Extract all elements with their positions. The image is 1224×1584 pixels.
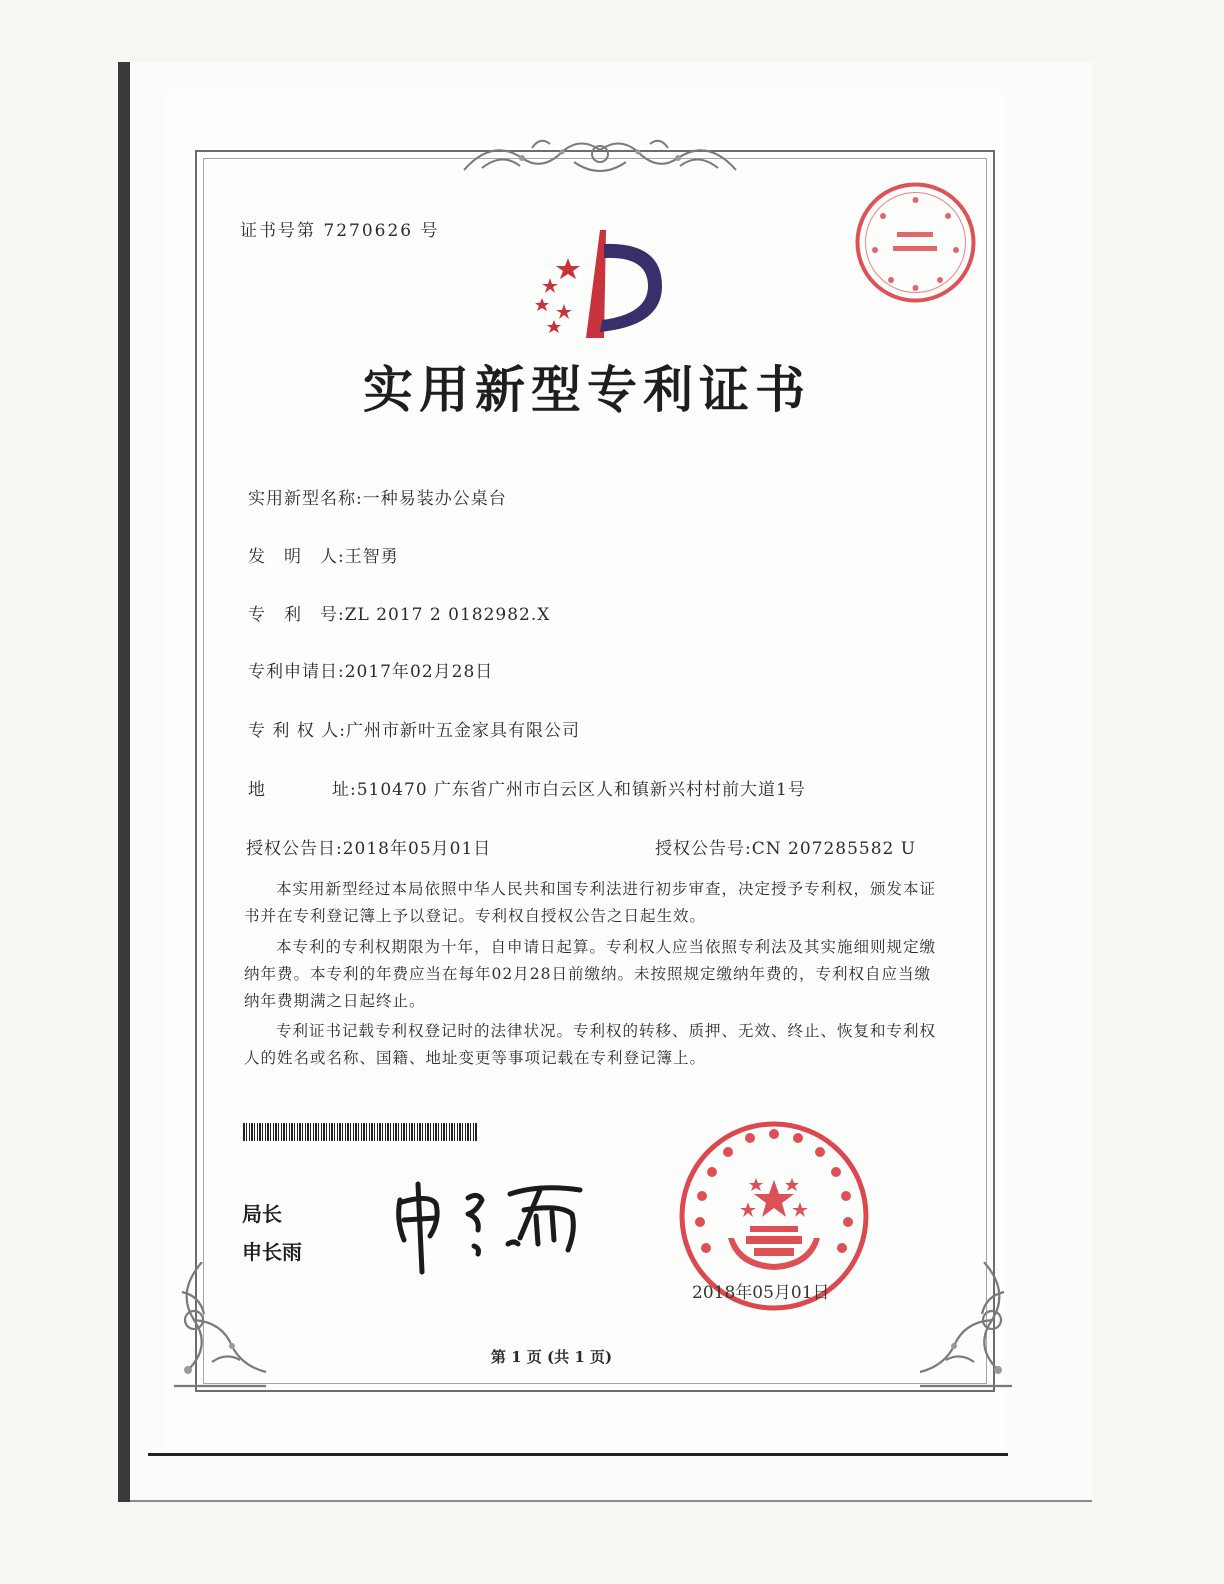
paper-bottom-edge (148, 1453, 1008, 1456)
scan-bottom-edge (130, 1500, 1092, 1502)
field-grant-number (655, 834, 916, 859)
field-patent-number-label: 专 利 号: (248, 605, 345, 625)
field-name-label: 实用新型名称: (248, 489, 363, 509)
certificate-number-suffix: 号 (420, 221, 440, 241)
scan-edge (118, 62, 130, 1502)
cnipa-logo-icon (530, 228, 670, 340)
field-apply-date-label: 专利申请日: (248, 662, 345, 682)
field-grant-number-label: 授权公告号: (655, 839, 752, 859)
field-owner (248, 716, 580, 741)
field-grant-date-label: 授权公告日: (246, 839, 343, 859)
field-grant-date (246, 834, 491, 859)
field-inventor-label: 发 明 人: (248, 547, 345, 567)
field-owner-label: 专 利 权 人: (248, 721, 346, 741)
corner-ornament-left-icon (172, 1262, 268, 1392)
field-grant-date-value: 2018年05月01日 (342, 839, 492, 859)
field-address-label-1: 地 (248, 780, 266, 800)
field-owner-value: 广州市新叶五金家具有限公司 (345, 721, 580, 741)
field-address-label-2: 址: (332, 780, 357, 800)
field-inventor-value: 王智勇 (344, 547, 399, 567)
corner-ornament-right-icon (918, 1262, 1014, 1392)
body-paragraph-2: 本专利的专利权期限为十年，自申请日起算。专利权人应当依照专利法及其实施细则规定缴纳年费。本专利的年费应当在每年02月28日前缴纳。未按照规定缴纳年费的，专利权自应当缴纳年费期满之日起终止。 (244, 938, 937, 1010)
certificate-number (240, 216, 440, 241)
field-address (332, 775, 806, 800)
field-address-value: 510470 广东省广州市白云区人和镇新兴村村前大道1号 (356, 780, 806, 800)
field-name-value: 一种易装办公桌台 (362, 489, 507, 509)
barcode (243, 1123, 478, 1141)
body-paragraph-3: 专利证书记载专利权登记时的法律状况。专利权的转移、质押、无效、终止、恢复和专利权人的姓名或名称、国籍、地址变更等事项记载在专利登记簿上。 (244, 1022, 937, 1067)
director-title: 局长 (242, 1202, 282, 1226)
field-patent-number-value: ZL 2017 2 0182982.X (344, 605, 551, 625)
director-signature-icon (390, 1180, 590, 1275)
field-patent-number (248, 600, 550, 625)
field-apply-date-value: 2017年02月28日 (344, 662, 494, 682)
certificate-title: 实用新型专利证书 (363, 360, 811, 419)
seal-date: 2018年05月01日 (692, 1283, 830, 1303)
director-name: 申长雨 (242, 1240, 302, 1264)
certificate-number-label: 证书号第 (240, 221, 316, 241)
field-inventor (248, 542, 399, 567)
top-ornament-icon (462, 128, 738, 186)
field-grant-number-value: CN 207285582 U (751, 839, 917, 859)
field-apply-date (248, 657, 493, 682)
agency-stamp-icon (853, 180, 978, 305)
page-number: 第 1 页 (共 1 页) (490, 1348, 613, 1366)
certificate-number-value: 7270626 (323, 221, 414, 241)
body-paragraph-1: 本实用新型经过本局依照中华人民共和国专利法进行初步审查，决定授予专利权，颁发本证书并在专利登记簿上予以登记。专利权自授权公告之日起生效。 (244, 880, 937, 925)
field-name (248, 484, 507, 509)
